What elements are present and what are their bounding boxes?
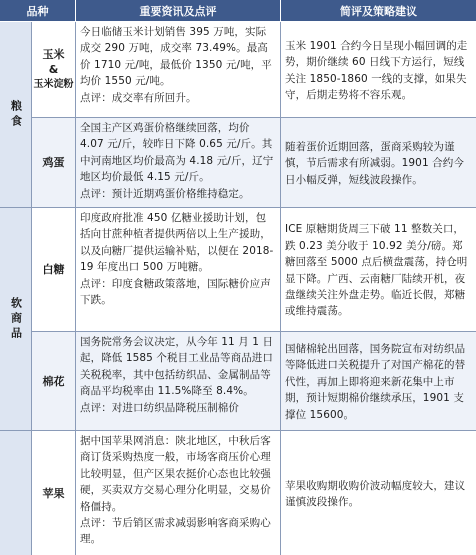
sugar-news-text: 印度政府批准 450 亿糖业援助计划，包括向甘蔗种植者提供两倍以上生产援助，以及向糖厂提供运输补贴，以便在 2018-19 年度出口 500 万吨糖。 xyxy=(80,212,274,274)
row-corn-news xyxy=(76,22,281,118)
row-egg-news xyxy=(76,118,281,208)
category-blank xyxy=(0,431,32,555)
corn-comment-text: 点评：成交率有所回升。 xyxy=(80,91,197,104)
header-variety: 品种 xyxy=(0,0,76,22)
row-corn-advice xyxy=(281,22,476,118)
header-advice: 简评及策略建议 xyxy=(281,0,476,22)
row-cotton-advice xyxy=(281,332,476,431)
corn-name-line1: 玉米 xyxy=(42,48,65,61)
apple-advice-text: 苹果收购期收购价波动幅度较大，建议谨慎波段操作。 xyxy=(285,479,466,508)
row-corn-name xyxy=(32,22,76,118)
apple-news-text: 据中国苹果网消息：陕北地区，中秋后客商订货采购热度一般，市场客商压价心理比较明显，但产区果农挺价心态也比较强硬，买卖双方交易心理分化明显，交易价格僵持。 xyxy=(80,435,271,513)
cotton-news-text: 国务院常务会议决定，从今年 11 月 1 日起，降低 1585 个税目工业品等商品进口关税税率，其中包括纺织品、金属制品等商品平均税率由 11.5%降至 8.4%。 xyxy=(80,336,274,398)
row-egg-name xyxy=(32,118,76,208)
apple-comment-text: 点评：节后销区需求减弱影响客商采购心理。 xyxy=(80,517,271,546)
sugar-advice-text: ICE 原糖期货周三下破 11 整数关口，跌 0.23 美分收于 10.92 美分/磅。郑糖回落至 5000 点后横盘震荡，持仓明显下降。广西、云南糖厂陆续开机，夜盘继续关注外盘走势。临近长假，郑糖或维持震荡。 xyxy=(285,223,468,318)
category-soft xyxy=(0,208,32,431)
egg-advice-text: 随着蛋价近期回落，蛋商采购较为谨慎，节后需求有所减弱。1901 合约今日小幅反弹，短线波段操作。 xyxy=(285,140,464,186)
cotton-comment-text: 点评：对进口纺织品降税压制棉价 xyxy=(80,401,239,414)
category-grain xyxy=(0,22,32,208)
corn-name-line2: & xyxy=(48,63,59,76)
corn-name-line3: 玉米淀粉 xyxy=(33,79,74,90)
row-apple-name xyxy=(32,431,76,555)
row-egg-advice xyxy=(281,118,476,208)
category-grain-label: 粮食 xyxy=(9,99,23,130)
row-sugar-name xyxy=(32,208,76,332)
sugar-name: 白糖 xyxy=(42,263,65,276)
sugar-comment-text: 点评：印度食糖政策落地，国际糖价应声下跌。 xyxy=(80,277,271,307)
row-apple-news xyxy=(76,431,281,555)
egg-name: 鸡蛋 xyxy=(42,156,65,169)
row-cotton-news xyxy=(76,332,281,431)
corn-news-text: 今日临储玉米计划销售 395 万吨，实际成交 290 万吨，成交率 73.49%。最高价 1710 元/吨，最低价 1350 元/吨，平均价 1550 元/吨。 xyxy=(80,26,272,88)
row-cotton-name xyxy=(32,332,76,431)
header-news: 重要资讯及点评 xyxy=(76,0,281,22)
category-soft-label: 软商品 xyxy=(9,296,23,342)
egg-comment-text: 点评：预计近期鸡蛋价格维持稳定。 xyxy=(80,187,250,200)
apple-name: 苹果 xyxy=(42,486,65,500)
cotton-advice-text: 国储棉轮出回落，国务院宣布对纺织品等降低进口关税提升了对国产棉花的替代性，再加上即将迎来新花集中上市期，预计短期棉价继续承压，1901 支撑位 15600。 xyxy=(285,342,466,421)
row-sugar-advice xyxy=(281,208,476,332)
cotton-name: 棉花 xyxy=(42,374,65,388)
egg-news-text: 全国主产区鸡蛋价格继续回落，均价 4.07 元/斤，较昨日下降 0.65 元/斤。其中河南地区均价最高为 4.18 元/斤，辽宁地区均价最低 4.15 元/斤。 xyxy=(80,122,274,184)
row-sugar-news xyxy=(76,208,281,332)
row-apple-advice xyxy=(281,431,476,555)
corn-advice-text: 玉米 1901 合约今日呈现小幅回调的走势，期价继续 60 日线下方运行，短线关注 1850-1860 一线的支撑，如果失守，后期走势将不容乐观。 xyxy=(285,39,468,101)
